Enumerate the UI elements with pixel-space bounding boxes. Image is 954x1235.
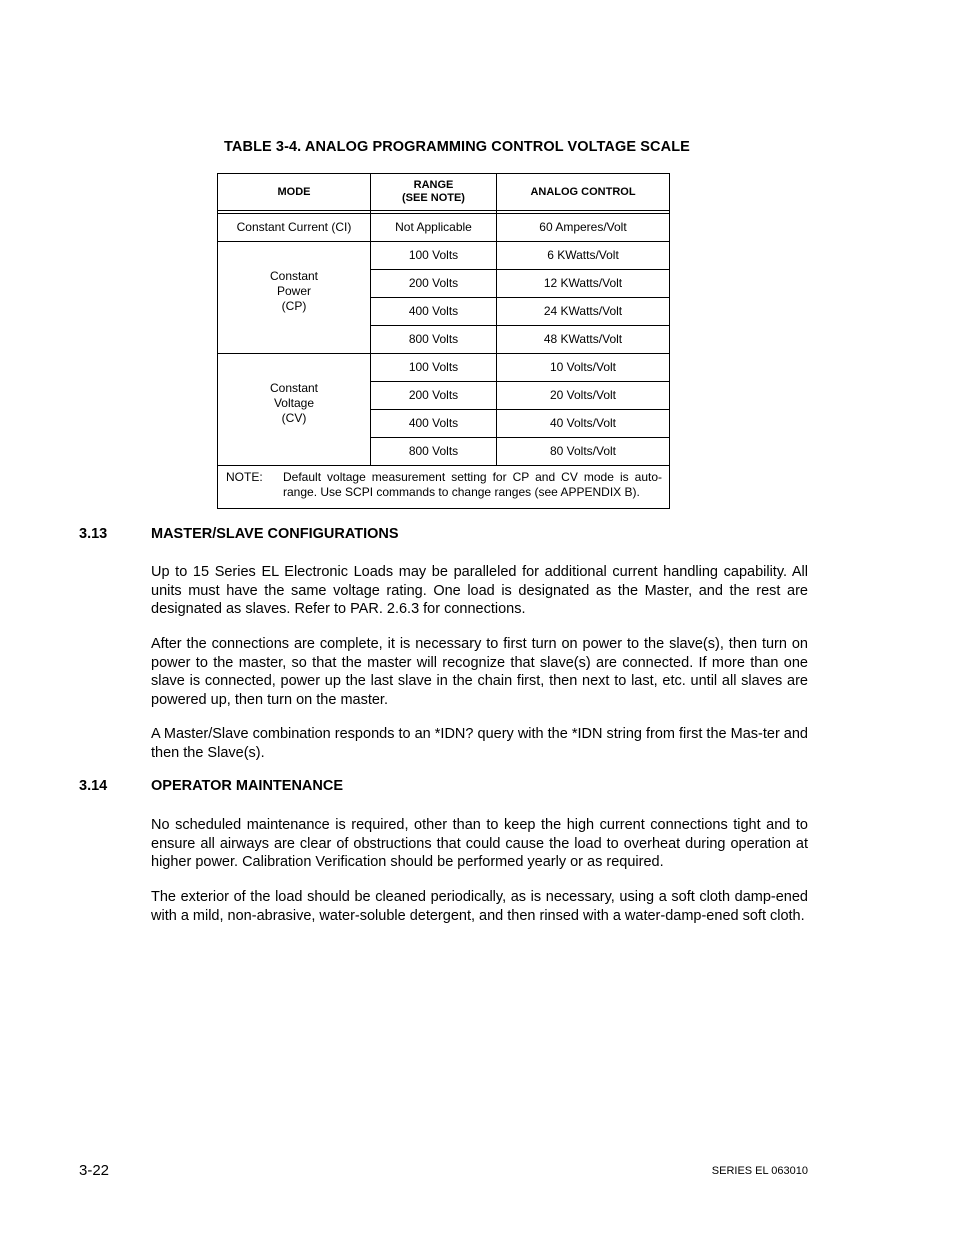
cv-analog: 10 Volts/Volt bbox=[549, 360, 617, 374]
ci-analog: 60 Amperes/Volt bbox=[539, 220, 627, 234]
section-number: 3.13 bbox=[79, 526, 108, 542]
cv-analog: 80 Volts/Volt bbox=[549, 444, 617, 458]
paragraph: The exterior of the load should be cleaned periodically, as is necessary, using a soft cloth damp-ened with a mild, non-abrasive, water-soluble detergent, and then rinsed with a water-damp-ened soft cloth. bbox=[151, 889, 808, 924]
cv-mode-line: Voltage bbox=[273, 396, 315, 410]
row-divider bbox=[218, 465, 669, 466]
cv-analog: 20 Volts/Volt bbox=[549, 388, 617, 402]
cp-analog: 6 KWatts/Volt bbox=[547, 248, 619, 262]
cp-range: 400 Volts bbox=[408, 304, 459, 318]
document-id: SERIES EL 063010 bbox=[711, 1165, 808, 1177]
cp-mode-line: Constant bbox=[269, 269, 319, 283]
cv-range: 800 Volts bbox=[408, 444, 459, 458]
cp-mode-line: Power bbox=[276, 284, 311, 298]
table-title: TABLE 3-4. ANALOG PROGRAMMING CONTROL VOLTAGE SCALE bbox=[224, 139, 690, 155]
header-range-line1: RANGE bbox=[413, 179, 454, 191]
cp-mode bbox=[218, 242, 370, 341]
ci-mode: Constant Current (CI) bbox=[236, 220, 352, 234]
note-label: NOTE: bbox=[226, 470, 263, 484]
cv-mode-line: Constant bbox=[269, 381, 319, 395]
cp-mode-line: (CP) bbox=[281, 299, 307, 313]
header-mode: MODE bbox=[277, 185, 311, 198]
cv-analog: 40 Volts/Volt bbox=[549, 416, 617, 430]
note-text: Default voltage measurement setting for CP and CV mode is auto-range. Use SCPI commands to change ranges (see APPENDIX B). bbox=[283, 470, 662, 499]
cp-analog: 12 KWatts/Volt bbox=[543, 276, 623, 290]
header-analog-control: ANALOG CONTROL bbox=[530, 185, 636, 198]
page-number: 3-22 bbox=[79, 1162, 110, 1179]
header-range bbox=[371, 174, 496, 210]
section-number: 3.14 bbox=[79, 778, 108, 794]
table-note bbox=[226, 470, 662, 500]
ci-range: Not Applicable bbox=[395, 220, 472, 234]
cv-range: 200 Volts bbox=[408, 388, 459, 402]
section-title: OPERATOR MAINTENANCE bbox=[151, 778, 343, 794]
paragraph: A Master/Slave combination responds to an *IDN? query with the *IDN string from first the Mas-ter and then the Slave(s). bbox=[151, 726, 808, 761]
cp-range: 100 Volts bbox=[408, 248, 459, 262]
cp-range: 800 Volts bbox=[408, 332, 459, 346]
cp-range: 200 Volts bbox=[408, 276, 459, 290]
row-divider bbox=[218, 210, 669, 211]
header-range-line2: (SEE NOTE) bbox=[402, 192, 465, 204]
cv-mode bbox=[218, 354, 370, 453]
paragraph: Up to 15 Series EL Electronic Loads may be paralleled for additional current handling capability. All units must have the same voltage rating. One load is designated as the Master, and the rest are designated as slaves. Refer to PAR. 2.6.3 for connections. bbox=[151, 564, 808, 618]
section-heading bbox=[79, 778, 343, 794]
cp-analog: 24 KWatts/Volt bbox=[543, 304, 623, 318]
cv-range: 100 Volts bbox=[408, 360, 459, 374]
section-title: MASTER/SLAVE CONFIGURATIONS bbox=[151, 526, 399, 542]
analog-programming-table bbox=[217, 173, 670, 509]
cv-mode-line: (CV) bbox=[281, 411, 307, 425]
section-heading bbox=[79, 526, 399, 542]
cp-analog: 48 KWatts/Volt bbox=[543, 332, 623, 346]
paragraph: No scheduled maintenance is required, other than to keep the high current connections tight and to ensure all airways are clear of obstructions that could cause the load to overheat during operation at higher power. Calibration Verification should be performed yearly or as required. bbox=[151, 817, 808, 871]
paragraph: After the connections are complete, it is necessary to first turn on power to the slave(s), then turn on power to the master, so that the master will recognize that slave(s) are connected. If more than one slave is connected, power up the last slave in the chain first, then next to last, etc. until all slaves are powered up, then turn on the master. bbox=[151, 636, 808, 709]
cv-range: 400 Volts bbox=[408, 416, 459, 430]
